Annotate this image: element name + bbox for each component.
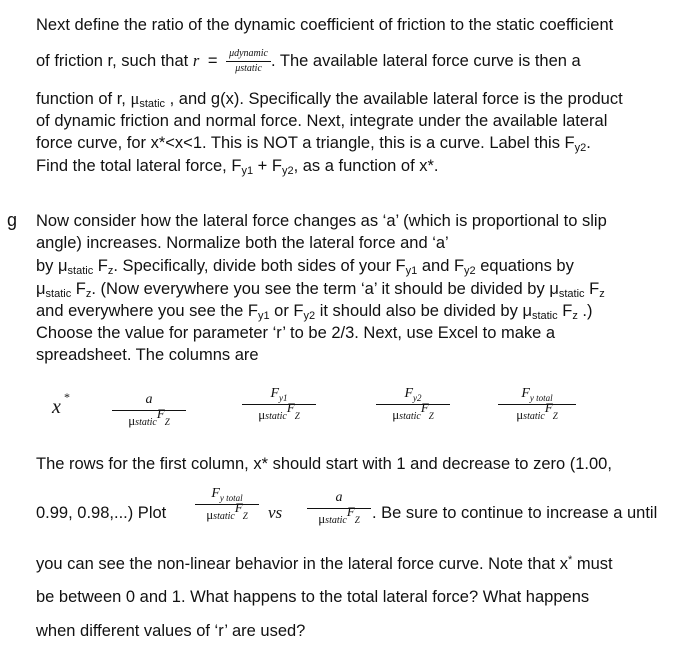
plot-a-static: static <box>325 515 347 526</box>
column-fytotal-z: Z <box>552 411 558 421</box>
g-line5-sub-y1: y1 <box>257 310 270 322</box>
fy1-subscript: y1 <box>241 165 254 177</box>
g-line3-sub-static: static <box>67 265 94 277</box>
plot-fytotal-den-f: F <box>234 500 243 515</box>
plot-fytotal-mu: μ <box>206 507 214 522</box>
ratio-numerator: μdynamic <box>226 48 271 62</box>
para2-line4 <box>36 586 589 608</box>
ratio-denominator: μstatic <box>235 63 262 74</box>
g-line5-text-c: it should also be divided by μ <box>315 302 532 320</box>
column-fy2-den-f: F <box>420 400 429 415</box>
para1-line6-text-b: , as a function of x*. <box>293 157 439 175</box>
para2-line4-text: be between 0 and 1. What happens to the total lateral force? What happens <box>36 588 590 606</box>
plot-fytotal-fraction-bar <box>195 504 259 505</box>
para1-line6 <box>36 155 439 177</box>
para1-line1 <box>36 14 613 36</box>
ratio-fraction <box>226 48 271 75</box>
g-line2 <box>36 232 449 254</box>
column-fytotal-normalized <box>498 386 576 424</box>
para1-line2-text-a: of friction r, such that <box>36 51 189 70</box>
column-fy1-z: Z <box>294 411 300 421</box>
para1-line3 <box>36 88 623 110</box>
plot-a-fraction <box>307 490 371 528</box>
g-line7-text: spreadsheet. The columns are <box>36 346 259 364</box>
g-line5-sub-static: static <box>531 310 558 322</box>
para1-line4 <box>36 110 607 132</box>
g-line4 <box>36 278 605 300</box>
column-fy2-f: F <box>404 386 414 401</box>
para2-line5 <box>36 620 305 642</box>
equals-sign: = <box>207 51 218 70</box>
column-fytotal-mu: μ <box>516 407 524 422</box>
column-a-f: F <box>156 406 165 421</box>
plot-fytotal-z: Z <box>242 511 248 521</box>
column-fytotal-denominator <box>498 400 576 424</box>
g-line3-text-d: and F <box>417 257 465 275</box>
para1-line5-text-a: force curve, for x*<x<1. This is NOT a triangle, this is a curve. Label this F <box>36 134 575 152</box>
g-line7 <box>36 344 259 366</box>
g-line4-mu: μ <box>36 280 46 298</box>
para2-line1-text: The rows for the first column, x* should start with 1 and decrease to zero (1.00, <box>36 455 612 473</box>
plot-a-den-f: F <box>346 504 355 519</box>
g-line5-text-b: or F <box>269 302 304 320</box>
para2-line2-b <box>372 502 657 524</box>
column-fy2-static: static <box>399 411 421 422</box>
column-fy2-numerator <box>376 386 450 402</box>
para1-line1-text: Next define the ratio of the dynamic coefficient of friction to the static coefficient <box>36 16 614 34</box>
g-line3-sub-y1: y1 <box>405 265 418 277</box>
g-line5-text-a: and everywhere you see the F <box>36 302 258 320</box>
column-x-star-mark: * <box>64 390 70 404</box>
fy2-subscript-2: y2 <box>281 165 294 177</box>
para1-line4-text: of dynamic friction and normal force. Next, integrate under the available lateral <box>36 112 608 130</box>
para1-line6-text-a: Find the total lateral force, F <box>36 157 242 175</box>
column-fytotal-static: static <box>523 411 545 422</box>
column-a-mu: μ <box>128 413 136 428</box>
g-line4-sub-z-2: z <box>599 288 605 300</box>
g-line5-sub-z: z <box>572 310 578 322</box>
column-fy1-fraction-bar <box>242 404 316 405</box>
column-fy2-normalized <box>376 386 450 424</box>
mu-symbol: μ <box>130 89 140 108</box>
g-line3-sub-y2: y2 <box>464 265 476 277</box>
g-line2-text: angle) increases. Normalize both the lateral force and ‘a’ <box>36 234 449 252</box>
plot-a-fraction-bar <box>307 508 371 509</box>
ratio-symbol-r: r <box>192 50 200 70</box>
g-line4-sub-static-2: static <box>558 288 585 300</box>
column-fytotal-f: F <box>521 386 530 401</box>
column-a-denominator <box>112 406 186 430</box>
g-line4-text-d: F <box>584 280 600 298</box>
g-line6 <box>36 322 555 344</box>
g-line5-text-e: .) <box>577 302 593 320</box>
column-fy2-denominator <box>376 400 450 424</box>
item-marker-g: g <box>7 210 18 230</box>
g-line4-sub-z: z <box>85 288 92 300</box>
column-fy1-static: static <box>265 411 287 422</box>
column-fy2-sub: y2 <box>413 393 422 403</box>
para1-line3-text-b: , and g(x). Specifically the available lateral force is the product <box>165 90 623 108</box>
g-line3 <box>36 255 574 277</box>
column-fytotal-numerator <box>498 386 576 402</box>
para2-line5-text: when different values of ‘r’ are used? <box>36 622 306 640</box>
column-fy1-denominator <box>242 400 316 424</box>
para2-line3-star: * <box>567 554 573 566</box>
column-fy1-numerator <box>242 386 316 402</box>
para1-line5-text-b: . <box>586 134 591 152</box>
plot-fytotal-denominator <box>195 500 259 524</box>
column-x-symbol: x <box>52 396 61 418</box>
column-fy2-fraction-bar <box>376 404 450 405</box>
para1-line2-text-b: . The available lateral force curve is then a <box>271 51 581 70</box>
g-line5-text-d: F <box>557 302 573 320</box>
g-line3-text-c: . Specifically, divide both sides of your F <box>113 257 406 275</box>
plot-fytotal-sub: y total <box>219 493 243 503</box>
column-fy1-normalized <box>242 386 316 424</box>
column-a-static: static <box>135 417 157 428</box>
column-fy1-f: F <box>270 386 280 401</box>
column-fytotal-sub: y total <box>529 393 553 403</box>
plot-fytotal-static: static <box>213 511 235 522</box>
para1-line6-plus: + F <box>253 157 282 175</box>
plot-a-numerator: a <box>335 490 343 505</box>
para1-line3-text-a: function of r, <box>36 90 131 108</box>
para2-line3 <box>36 553 613 577</box>
column-fy2-z: Z <box>428 411 434 421</box>
column-a-fraction-bar <box>112 410 186 411</box>
g-line3-text-a: by μ <box>36 257 68 275</box>
plot-vs: vs <box>268 503 283 522</box>
para2-line2-text-a: 0.99, 0.98,...) Plot <box>36 504 167 522</box>
g-line3-text-e: equations by <box>475 257 574 275</box>
column-fytotal-fraction-bar <box>498 404 576 405</box>
g-line6-text: Choose the value for parameter ‘r’ to be 2/3. Next, use Excel to make a <box>36 324 556 342</box>
g-line4-text-b: F <box>71 280 86 298</box>
g-line3-sub-z: z <box>107 265 114 277</box>
column-x-star <box>52 390 70 419</box>
para2-line2-text-b: . Be sure to continue to increase a until <box>372 504 658 522</box>
column-a-z: Z <box>164 417 170 427</box>
plot-fytotal-numerator <box>195 486 259 502</box>
para2-line3-text-b: must <box>572 555 613 573</box>
plot-a-z: Z <box>354 515 360 525</box>
column-fy1-den-f: F <box>286 400 295 415</box>
mu-subscript-static: static <box>139 98 166 110</box>
plot-fytotal-fraction <box>195 486 259 524</box>
column-a-numerator: a <box>145 392 153 407</box>
g-line3-text-b: F <box>93 257 108 275</box>
g-line1 <box>36 210 607 232</box>
column-fy1-sub: y1 <box>279 393 288 403</box>
para2-line1 <box>36 453 612 475</box>
g-line5 <box>36 300 592 322</box>
column-fy2-mu: μ <box>392 407 400 422</box>
g-line4-text-c: . (Now everywhere you see the term ‘a’ it should be divided by μ <box>91 280 559 298</box>
column-fytotal-den-f: F <box>544 400 553 415</box>
plot-a-denominator <box>307 504 371 528</box>
plot-fytotal-f: F <box>211 486 220 501</box>
g-line4-sub-static: static <box>45 288 72 300</box>
para2-line3-text: you can see the non-linear behavior in the lateral force curve. Note that x <box>36 555 568 573</box>
fy2-subscript: y2 <box>574 142 587 154</box>
para1-line2 <box>36 48 581 75</box>
g-line5-sub-y2: y2 <box>303 310 316 322</box>
column-a-normalized <box>112 392 186 430</box>
para2-line2 <box>36 502 166 524</box>
plot-a-mu: μ <box>318 511 326 526</box>
g-line1-text: Now consider how the lateral force changes as ‘a’ (which is proportional to slip <box>36 212 607 230</box>
para1-line5 <box>36 132 591 154</box>
column-fy1-mu: μ <box>258 407 266 422</box>
